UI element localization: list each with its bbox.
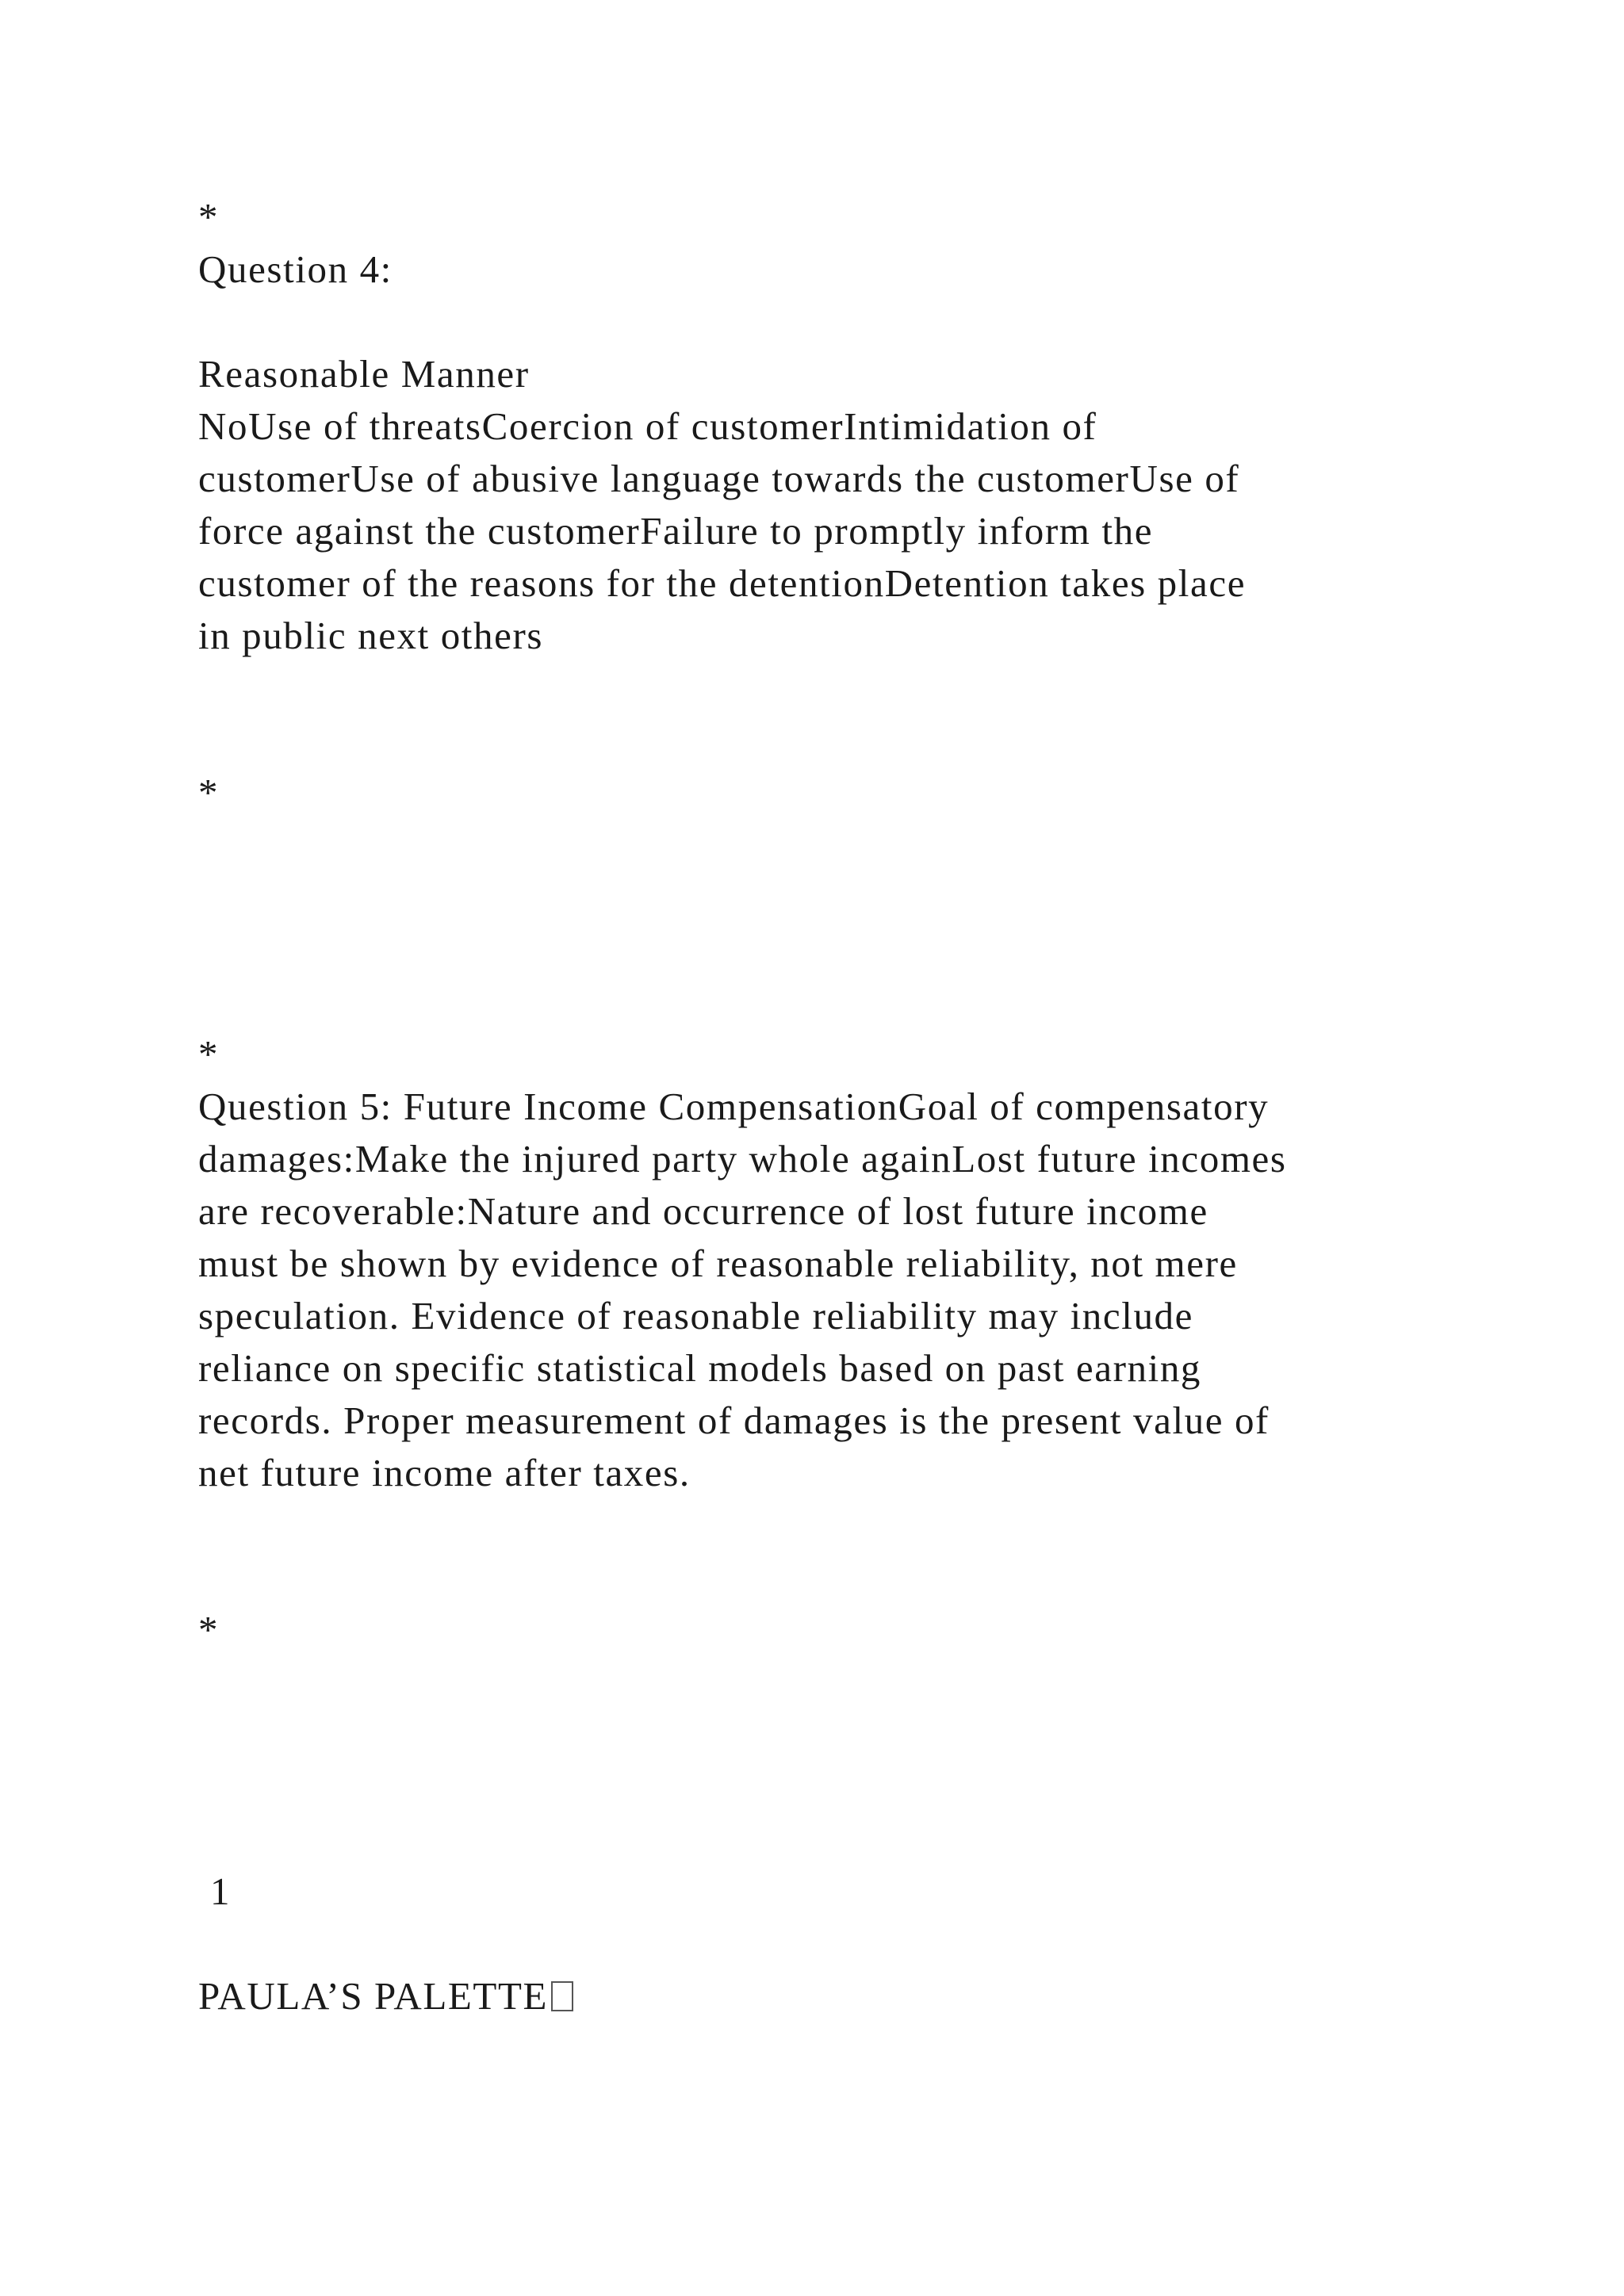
q4-heading: Reasonable Manner: [198, 352, 530, 396]
q4-title: Question 4:: [198, 247, 393, 291]
page-number: 1: [210, 1869, 232, 1913]
footer-title-text: PAULA’S PALETTE: [198, 1974, 549, 2018]
q4-trailing-bullet: *: [198, 771, 220, 814]
q5-trailing-bullet: *: [198, 1608, 220, 1651]
q5-bullet: *: [198, 1032, 220, 1076]
q4-bullet: *: [198, 195, 220, 239]
q4-body: NoUse of threatsCoercion of customerIntimidation of customerUse of abusive language towards the customerUse of force against the customerFailure to promptly inform the customer of the reasons for the detentionDetention takes place in public next others: [198, 404, 1247, 657]
missing-glyph-icon: [551, 1981, 573, 2011]
footer-title: [198, 1970, 573, 2022]
q5-body: Question 5: Future Income CompensationGoal of compensatory damages:Make the injured party whole againLost future incomes are recoverable:Nature and occurrence of lost future income must be shown by evidence of reasonable reliability, not mere speculation. Evidence of reasonable reliability may include reliance on specific statistical models based on past earning records. Proper measurement of damages is the present value of net future income after taxes.: [198, 1085, 1287, 1494]
